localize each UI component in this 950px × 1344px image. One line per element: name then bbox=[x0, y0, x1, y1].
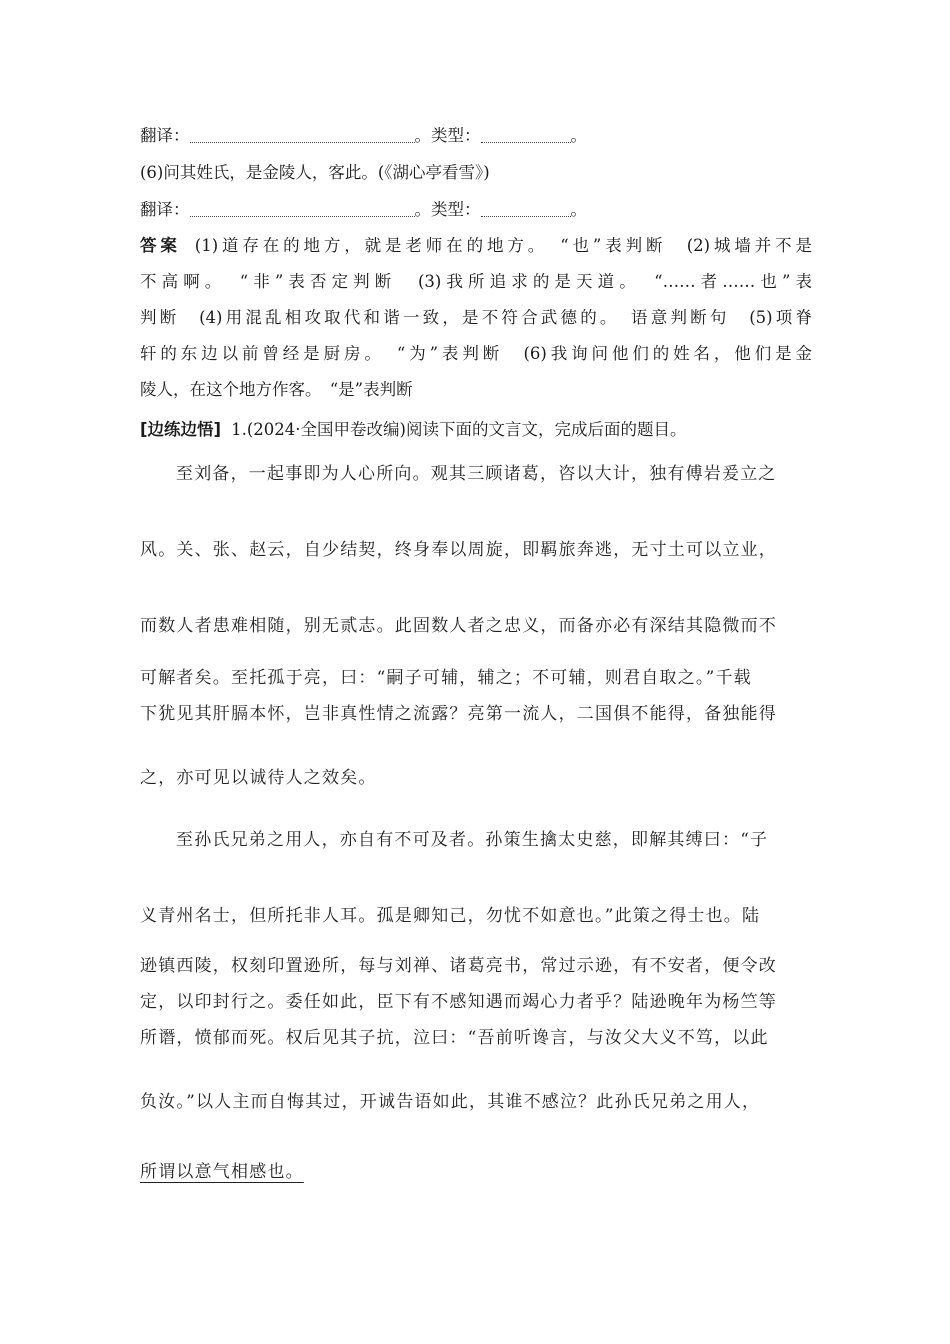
translate-label: 翻译： bbox=[140, 126, 190, 145]
q6-answer-line bbox=[140, 198, 587, 222]
type-blank[interactable] bbox=[481, 200, 571, 217]
passage-line: 风。关、张、赵云，自少结契，终身奉以周旋，即羁旅奔逃，无寸土可以立业， bbox=[140, 540, 777, 560]
answer-text: (1)道存在的地方，就是老师在的地方。 “也”表判断 (2)城墙并不是 bbox=[194, 236, 812, 255]
passage-line: 而数人者患难相随，别无贰志。此固数人者之忠义，而备亦必有深结其隐微而不 bbox=[140, 616, 777, 636]
period: 。 bbox=[570, 126, 587, 145]
passage-line: 逊镇西陵，权刻印置逊所，每与刘禅、诸葛亮书，常过示逊，有不安者，便令改 bbox=[140, 956, 777, 976]
passage-line: 定，以印封行之。委任如此，臣下有不感知遇而竭心力者乎？陆逊晚年为杨竺等 bbox=[140, 992, 777, 1012]
q5-answer-line bbox=[140, 124, 587, 148]
translation-blank[interactable] bbox=[190, 200, 415, 217]
period: 。 bbox=[414, 126, 431, 145]
passage-line: 负汝。”以人主而自悔其过，开诚告语如此，其谁不感泣？此孙氏兄弟之用人， bbox=[140, 1092, 761, 1112]
answer-line-3: 判断 (4)用混乱相攻取代和谐一致，是不符合武德的。 语意判断句 (5)项脊 bbox=[140, 308, 812, 327]
translation-blank[interactable] bbox=[190, 126, 415, 143]
passage-line: 至刘备，一起事即为人心所向。观其三顾诸葛，咨以大计，独有傅岩爰立之 bbox=[176, 464, 777, 484]
type-label: 类型： bbox=[431, 126, 481, 145]
type-blank[interactable] bbox=[481, 126, 571, 143]
answer-line-4: 轩的东边以前曾经是厨房。 “为”表判断 (6)我询问他们的姓名，他们是金 bbox=[140, 344, 812, 363]
passage-line: 义青州名士，但所托非人耳。孤是卿知己，勿忧不如意也。”此策之得士也。陆 bbox=[140, 906, 761, 926]
answer-line-1 bbox=[140, 234, 812, 258]
practice-text: 1.(2024·全国甲卷改编)阅读下面的文言文，完成后面的题目。 bbox=[231, 420, 687, 439]
answer-label: 答案 bbox=[140, 236, 181, 255]
practice-heading bbox=[140, 418, 686, 442]
passage-line: 之，亦可见以诚待人之效矣。 bbox=[140, 768, 377, 788]
passage-line: 下犹见其肝膈本怀，岂非真性情之流露？亮第一流人，二国俱不能得，备独能得 bbox=[140, 704, 777, 724]
answer-line-2: 不高啊。 “非”表否定判断 (3)我所追求的是天道。 “……者……也”表 bbox=[140, 272, 812, 291]
passage-line: 可解者矣。至托孤于亮，曰：“嗣子可辅，辅之；不可辅，则君自取之。”千载 bbox=[140, 668, 752, 688]
passage-line: 所谮，愤郁而死。权后见其子抗，泣曰：“吾前听谗言，与汝父大义不笃，以此 bbox=[140, 1028, 769, 1048]
passage-line-underlined: 所谓以意气相感也。 bbox=[140, 1162, 304, 1182]
period: 。 bbox=[414, 200, 431, 219]
type-label: 类型： bbox=[431, 200, 481, 219]
answer-line-5: 陵人，在这个地方作客。 “是”表判断 bbox=[140, 380, 413, 399]
q6-question: (6)问其姓氏，是金陵人，客此。(《湖心亭看雪》) bbox=[140, 163, 490, 182]
period: 。 bbox=[570, 200, 587, 219]
translate-label: 翻译： bbox=[140, 200, 190, 219]
practice-label: [边练边悟] bbox=[140, 420, 222, 439]
passage-line: 至孙氏兄弟之用人，亦自有不可及者。孙策生擒太史慈，即解其缚曰：“子 bbox=[176, 830, 769, 850]
